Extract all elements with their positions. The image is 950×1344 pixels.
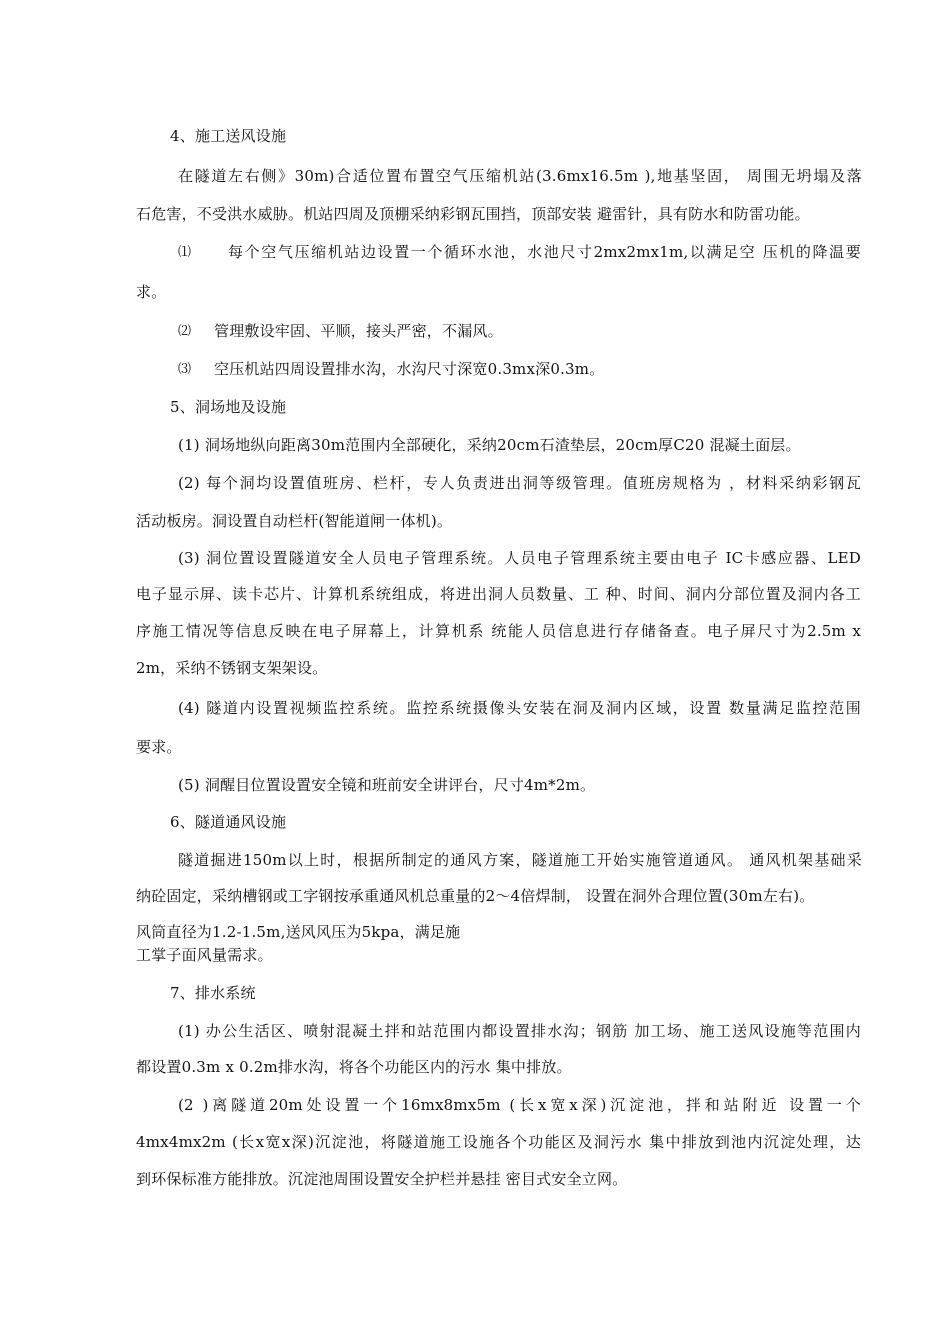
list-item-line: (2) 每个洞均设置值班房、栏杆，专人负责进出洞等级管理。值班房规格为 ，材料采纳彩钢瓦 bbox=[178, 474, 861, 492]
list-item-number: ⑶ bbox=[178, 362, 192, 377]
list-item-line: 2m，采纳不锈钢支架架设。 bbox=[136, 659, 328, 677]
list-item-line: 每个空气压缩机站边设置一个循环水池，水池尺寸2mx2mx1m,以满足空 压机的降温要 bbox=[228, 243, 861, 261]
paragraph-line: 隧道掘进150m以上时，根据所制定的通风方案，隧道施工开始实施管道通风。 通风机架基础采 bbox=[178, 851, 862, 869]
section-heading-7: 7、排水系统 bbox=[170, 984, 256, 1002]
list-item-number: ⑵ bbox=[178, 324, 192, 339]
paragraph-line: 纳砼固定，采纳槽钢或工字钢按承重通风机总重量的2〜4倍焊制， 设置在洞外合理位置(30m左右)。 bbox=[136, 887, 815, 905]
list-item-line: 管理敷设牢固、平顺，接头严密，不漏风。 bbox=[214, 322, 503, 340]
list-item-line: 到环保标准方能排放。沉淀池周围设置安全护栏并悬挂 密目式安全立网。 bbox=[136, 1170, 628, 1188]
list-item-line: (1) 洞场地纵向距离30m范围内全部硬化，采纳20cm石渣垫层，20cm厚C20 混凝土面层。 bbox=[178, 436, 801, 454]
list-item-line: (5) 洞醒目位置设置安全镜和班前安全讲评台，尺寸4m*2m。 bbox=[178, 776, 596, 794]
paragraph-line: 在隧道左右侧》30m)合适位置布置空气压缩机站(3.6mx16.5m ),地基坚固， 周围无坍塌及落 bbox=[178, 167, 862, 185]
list-item-line: (2 )离隧道20m处设置一个16mx8mx5m (长x宽x深)沉淀池，拌和站附近 设置一个 bbox=[178, 1096, 861, 1114]
paragraph-line: 工掌子面风量需求。 bbox=[136, 946, 273, 964]
list-item-line: 都设置0.3m x 0.2m排水沟，将各个功能区内的污水 集中排放。 bbox=[136, 1058, 572, 1076]
section-heading-4: 4、施工送风设施 bbox=[170, 127, 287, 145]
list-item-line: 活动板房。洞设置自动栏杆(智能道闸一体机)。 bbox=[136, 512, 453, 530]
list-item-line: 序施工情况等信息反映在电子屏幕上，计算机系 统能人员信息进行存储备查。电子屏尺寸为2.5m x bbox=[136, 622, 861, 640]
list-item-line: 要求。 bbox=[136, 738, 182, 756]
list-item-line: 电子显示屏、读卡芯片、计算机系统组成，将进出洞人员数量、工 种、时间、洞内分部位置及洞内各工 bbox=[136, 585, 861, 603]
list-item-line: (1) 办公生活区、喷射混凝土拌和站范围内都设置排水沟；钢筋 加工场、施工送风设施等范围内 bbox=[178, 1022, 861, 1040]
paragraph-line: 风筒直径为1.2-1.5m,送风风压为5kpa，满足施 bbox=[136, 923, 461, 941]
list-item-line: 空压机站四周设置排水沟，水沟尺寸深宽0.3mx深0.3m。 bbox=[214, 360, 605, 378]
section-heading-6: 6、隧道通风设施 bbox=[170, 813, 287, 831]
list-item-line: (3) 洞位置设置隧道安全人员电子管理系统。人员电子管理系统主要由电子 IC卡感应器、LED bbox=[178, 549, 861, 567]
list-item-number: ⑴ bbox=[178, 245, 192, 260]
list-item-line: (4) 隧道内设置视频监控系统。监控系统摄像头安装在洞及洞内区域，设置 数量满足监控范围 bbox=[178, 699, 861, 717]
list-item-line: 求。 bbox=[136, 283, 167, 301]
list-item-line: 4mx4mx2m (长x宽x深)沉淀池，将隧道施工设施各个功能区及洞污水 集中排放到池内沉淀处理，达 bbox=[136, 1133, 861, 1151]
paragraph-line: 石危害，不受洪水威胁。机站四周及顶棚采纳彩钢瓦围挡，顶部安装 避雷针，具有防水和防雷功能。 bbox=[136, 205, 810, 223]
section-heading-5: 5、洞场地及设施 bbox=[170, 398, 287, 416]
